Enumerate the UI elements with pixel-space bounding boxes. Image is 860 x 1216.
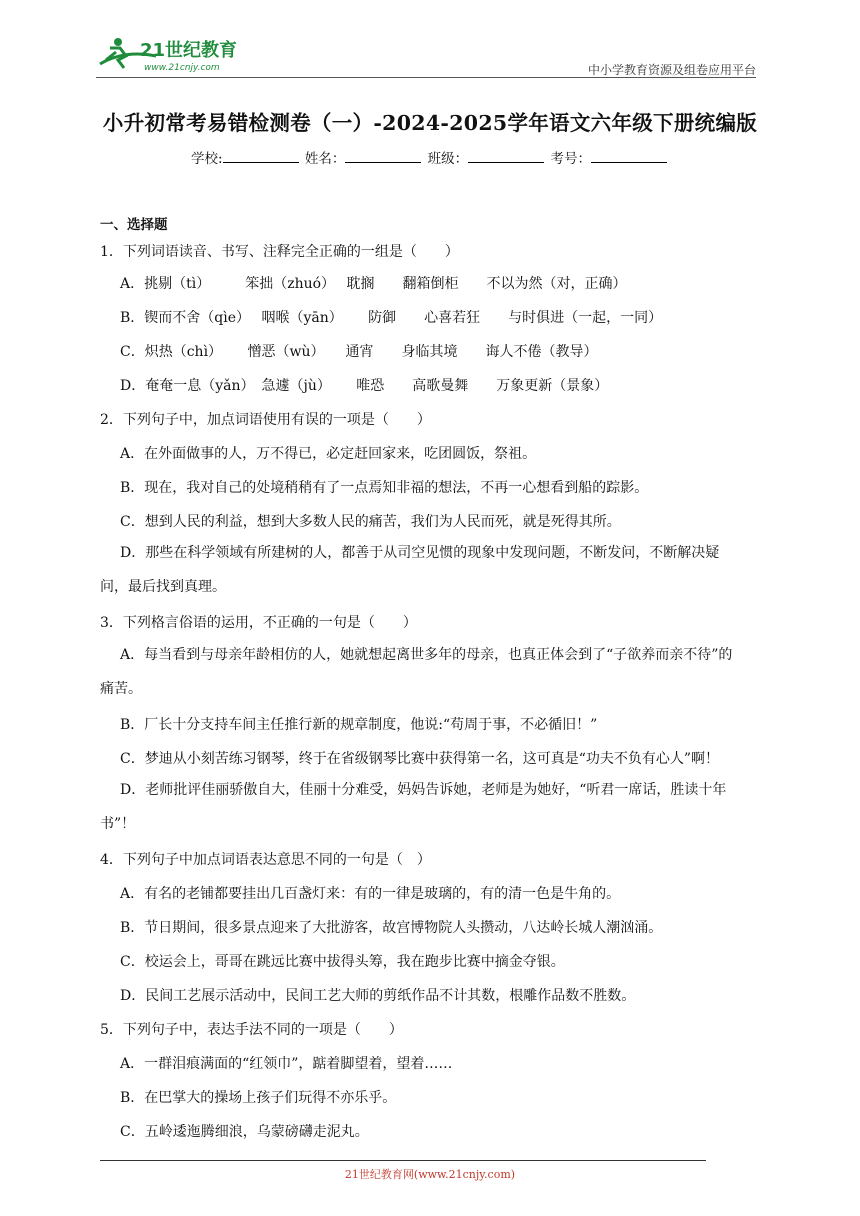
option-b: B．锲而不舍（qìe） 咽喉（yān） 防御 心喜若狂 与时俱进（一起，一同） xyxy=(120,310,663,326)
name-blank xyxy=(345,150,421,163)
logo-text: 21世纪教育 xyxy=(140,40,238,61)
option-a: A．挑剔（tì） 笨拙（zhuó） 耽搁 翻箱倒柜 不以为然（对，正确） xyxy=(120,276,627,292)
section-heading: 一、选择题 xyxy=(100,217,168,233)
number-blank xyxy=(591,150,667,163)
option-b: B．在巴掌大的操场上孩子们玩得不亦乐乎。 xyxy=(120,1090,397,1106)
option-d: D．民间工艺展示活动中，民间工艺大师的剪纸作品不计其数，根雕作品数不胜数。 xyxy=(120,988,636,1004)
option-c: C．校运会上，哥哥在跳远比赛中拔得头筹，我在跑步比赛中摘金夺银。 xyxy=(120,954,565,970)
option-c: C．炽热（chì） 憎恶（wù） 通宵 身临其境 诲人不倦（教导） xyxy=(120,344,598,360)
option-d: D．那些在科学领域有所建树的人，都善于从司空见惯的现象中发现问题，不断发问，不断解决疑问，最后找到真理。 xyxy=(100,545,720,595)
option-a: A．每当看到与母亲年龄相仿的人，她就想起离世多年的母亲，也真正体会到了“子欲养而亲不待”的痛苦。 xyxy=(100,647,733,697)
platform-label: 中小学教育资源及组卷应用平台 xyxy=(587,63,756,77)
page-title: 小升初常考易错检测卷（一）-2024-2025学年语文六年级下册统编版 xyxy=(102,111,758,135)
option-b: B．厂长十分支持车间主任推行新的规章制度，他说:“苟周于事，不必循旧！” xyxy=(120,717,598,733)
option-c: C．五岭逶迤腾细浪，乌蒙磅礴走泥丸。 xyxy=(120,1124,369,1140)
footer-divider xyxy=(100,1160,706,1161)
logo-21cnjy xyxy=(96,34,266,78)
question-stem: 4．下列句子中加点词语表达意思不同的一句是（ ） xyxy=(100,852,431,868)
option-b: B．现在，我对自己的处境稍稍有了一点焉知非福的想法，不再一心想看到船的踪影。 xyxy=(120,480,649,496)
option-a: A．在外面做事的人，万不得已，必定赶回家来，吃团圆饭，祭祖。 xyxy=(120,446,537,462)
option-b: B．节日期间，很多景点迎来了大批游客，故宫博物院人头攒动，八达岭长城人潮汹涌。 xyxy=(120,920,663,936)
school-blank xyxy=(223,150,299,163)
header-divider xyxy=(96,77,756,78)
school-label: 学校: xyxy=(191,151,223,167)
option-a: A．一群泪痕满面的“红领巾”，踮着脚望着，望着…… xyxy=(120,1056,453,1072)
question-stem: 5．下列句子中，表达手法不同的一项是（ ） xyxy=(100,1022,403,1038)
student-info-line xyxy=(0,147,860,167)
option-c: C．梦迪从小刻苦练习钢琴，终于在省级钢琴比赛中获得第一名，这可真是“功夫不负有心人”啊！ xyxy=(120,751,720,767)
option-c: C．想到人民的利益，想到大多数人民的痛苦，我们为人民而死，就是死得其所。 xyxy=(120,514,621,530)
number-label: 考号： xyxy=(550,151,591,167)
logo-url: www.21cnjy.com xyxy=(144,63,220,73)
option-d: D．奄奄一息（yǎn） 急遽（jù） 唯恐 高歌曼舞 万象更新（景象） xyxy=(120,378,609,394)
option-d: D．老师批评佳丽骄傲自大，佳丽十分难受，妈妈告诉她，老师是为她好，“听君一席话，胜读十年书”！ xyxy=(100,782,727,832)
name-label: 姓名： xyxy=(304,151,346,167)
page-header xyxy=(96,34,756,78)
class-label: 班级： xyxy=(427,151,469,167)
option-a: A．有名的老铺都要挂出几百盏灯来：有的一律是玻璃的，有的清一色是牛角的。 xyxy=(120,886,621,902)
footer-text: 21世纪教育网(www.21cnjy.com) xyxy=(344,1168,516,1181)
question-stem: 3．下列格言俗语的运用，不正确的一句是（ ） xyxy=(100,615,417,631)
question-stem: 1．下列词语读音、书写、注释完全正确的一组是（ ） xyxy=(100,244,459,260)
question-stem: 2．下列句子中，加点词语使用有误的一项是（ ） xyxy=(100,412,431,428)
class-blank xyxy=(468,150,544,163)
